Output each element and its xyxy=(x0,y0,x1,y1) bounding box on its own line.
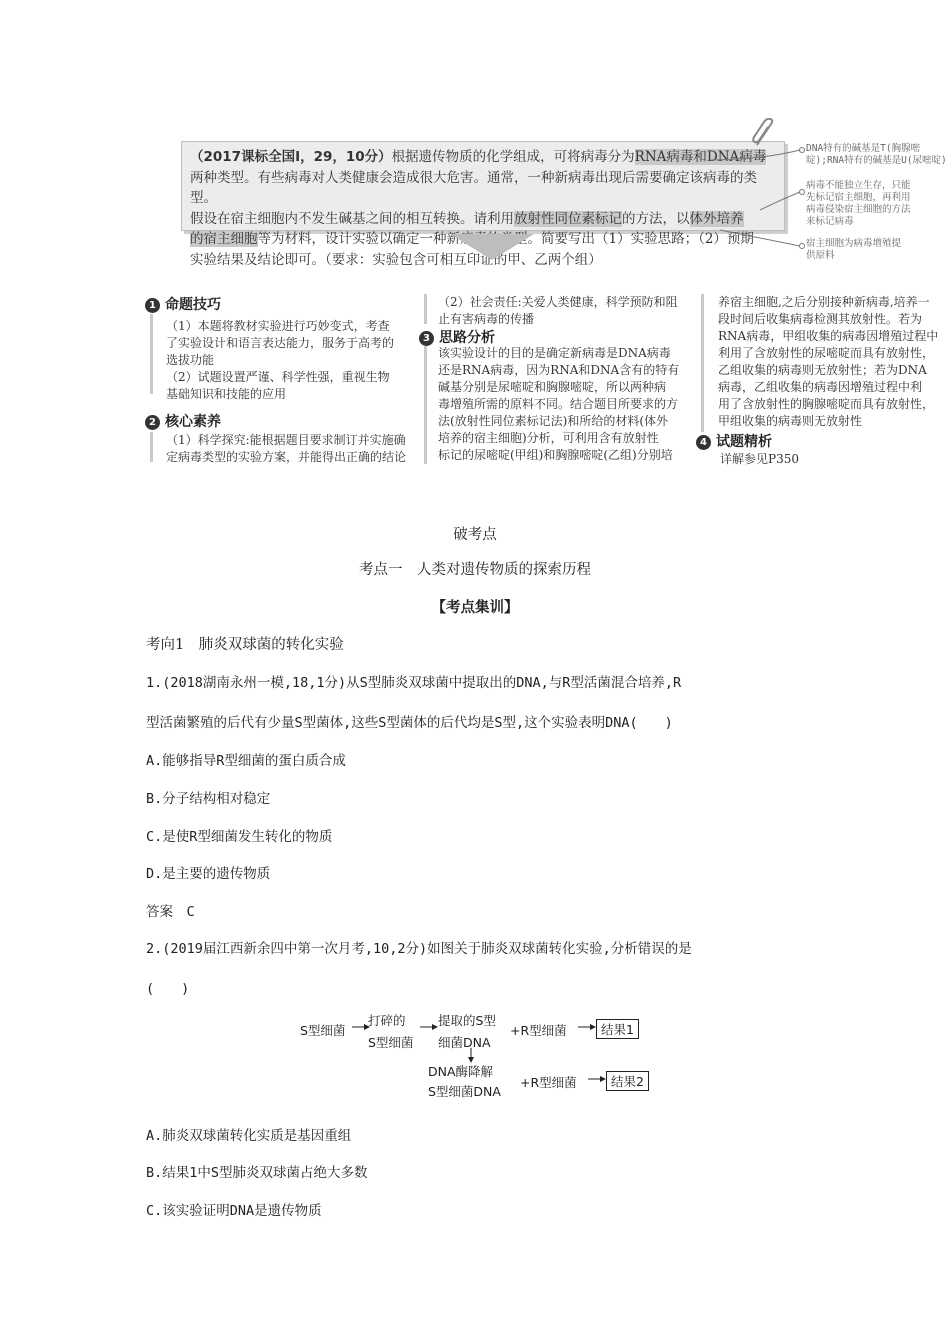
side-note-labeling: 病毒不能独立生存，只能 先标记宿主细胞，再利用 病毒侵染宿主细胞的方法 来标记病毒 xyxy=(806,180,911,227)
heading-jingxi: 4 试题精析 xyxy=(696,431,772,451)
shehui-text: （2）社会责任:关爱人类健康，科学预防和阻 止有害病毒的传播 xyxy=(438,295,678,326)
flow-arrow xyxy=(424,346,427,464)
q2-option-c: C.该实验证明DNA是遗传物质 xyxy=(146,1203,322,1219)
annotation-connectors xyxy=(660,140,810,260)
mingti-text: （1）本题将教材实验进行巧妙变式，考查 了实验设计和语言表达能力，服务于高考的 选拔功能 （2）试题设置严谨、科学性强，重视生物 基础知识和技能的应用 xyxy=(166,319,395,401)
section-subtitle: 考点一 人类对遗传物质的探索历程 xyxy=(359,562,591,578)
diag-plus-r2: +R型细菌 xyxy=(520,1075,577,1090)
flow-arrow xyxy=(424,294,427,324)
diag-extracted-top: 提取的S型 xyxy=(438,1013,496,1028)
highlight-isotope: 放射性同位素标记 xyxy=(514,210,622,227)
flow-arrow xyxy=(150,314,153,394)
down-pointer xyxy=(450,234,534,260)
diag-dnase: DNA酶降解 xyxy=(428,1064,494,1079)
diag-crushed-bottom: S型细菌 xyxy=(368,1035,414,1050)
jingxi-text: 详解参见P350 xyxy=(720,452,799,466)
flow-arrow xyxy=(701,294,704,432)
q1-option-d: D.是主要的遗传物质 xyxy=(146,866,271,882)
heading-mingti: 1 命题技巧 xyxy=(145,294,221,314)
section-title: 破考点 xyxy=(453,527,497,543)
diag-extracted-bottom: 细菌DNA xyxy=(438,1035,491,1050)
q2-line1: 2.(2019届江西新余四中第一次月考,10,2分)如图关于肺炎双球菌转化实验,分析错误的是 xyxy=(146,941,692,957)
heading-hexin: 2 核心素养 xyxy=(145,411,221,431)
flow-arrow xyxy=(150,432,153,462)
arrow-icon xyxy=(588,1074,608,1084)
highlight-host-cells: 的宿主细胞 xyxy=(190,231,258,247)
heading-silu: 3 思路分析 xyxy=(419,327,495,347)
q1-line1: 1.(2018湖南永州一模,18,1分)从S型肺炎双球菌中提取出的DNA,与R型活菌混合培养,R xyxy=(146,675,682,691)
diag-plus-r: +R型细菌 xyxy=(510,1023,567,1038)
q1-option-c: C.是使R型细菌发生转化的物质 xyxy=(146,829,333,845)
highlight-virus-types: RNA病毒和DNA病毒 xyxy=(634,149,767,165)
silu-text: 该实验设计的目的是确定新病毒是DNA病毒 还是RNA病毒，因为RNA和DNA含有的特有 碱基分别是尿嘧啶和胸腺嘧啶，所以两种病 毒增殖所需的原料不同。结合题目所要求的方 法(放射性同位素标记法)和所给的材料(体外 培养的宿主细胞)分析，可利用含有放射性 标记的尿嘧啶(甲组)和胸腺嘧啶(乙组)分别培 xyxy=(438,346,680,462)
side-note-host: 宿主细胞为病毒增殖提 供原料 xyxy=(806,238,902,261)
question-text: （2017课标全国Ⅰ，29，10分）根据遗传物质的化学组成，可将病毒分为RNA病毒和DNA病毒 两种类型。有些病毒对人类健康会造成很大危害。通常，一种新病毒出现后需要确定该病毒的类型。 假设在宿主细胞内不发生碱基之间的相互转换。请利用放射性同位素标记的方法，以体外培养 的宿主细胞等为材料，设计实验以确定一种新病毒的类型。简要写出（1）实验思路；（2）预期 实验结果及结论即可。（要求：实验包含可相互印证的甲、乙两个组） xyxy=(190,149,767,268)
q2-option-a: A.肺炎双球菌转化实质是基因重组 xyxy=(146,1128,352,1144)
q2-option-b: B.结果1中S型肺炎双球菌占绝大多数 xyxy=(146,1165,368,1181)
arrow-icon xyxy=(420,1022,440,1032)
q2-line2: ( ) xyxy=(146,981,190,997)
diag-degraded: S型细菌DNA xyxy=(428,1084,501,1099)
q1-answer: 答案 C xyxy=(146,904,195,920)
q1-option-b: B.分子结构相对稳定 xyxy=(146,791,271,807)
q1-line2: 型活菌繁殖的后代有少量S型菌体,这些S型菌体的后代均是S型,这个实验表明DNA( ) xyxy=(146,715,673,731)
diag-crushed-top: 打碎的 xyxy=(368,1013,406,1028)
highlight-culture: 体外培养 xyxy=(689,210,744,227)
diag-result1: 结果1 xyxy=(596,1019,639,1039)
direction-heading: 考向1 肺炎双球菌的转化实验 xyxy=(146,637,344,653)
side-note-bases: DNA特有的碱基是T(胸腺嘧 啶);RNA特有的碱基是U(尿嘧啶) xyxy=(806,143,947,166)
diag-result2: 结果2 xyxy=(606,1071,649,1091)
col3-text: 养宿主细胞,之后分别接种新病毒,培养一 段时间后收集病毒检测其放射性。若为 RNA病毒，甲组收集的病毒因增殖过程中 利用了含放射性的尿嘧啶而具有放射性， 乙组收集的病毒则无放射性；若为DNA 病毒，乙组收集的病毒因增殖过程中利 用了含放射性的胸腺嘧啶而具有放射性， 甲组收集的病毒则无放射性 xyxy=(718,295,939,428)
diag-s-bacteria: S型细菌 xyxy=(300,1023,346,1038)
hexin-text: （1）科学探究:能根据题目要求制订并实施确 定病毒类型的实验方案，并能得出正确的结论 xyxy=(166,433,407,464)
section-bracket: 【考点集训】 xyxy=(431,599,519,616)
arrow-icon xyxy=(578,1022,598,1032)
q1-option-a: A.能够指导R型细菌的蛋白质合成 xyxy=(146,753,346,769)
